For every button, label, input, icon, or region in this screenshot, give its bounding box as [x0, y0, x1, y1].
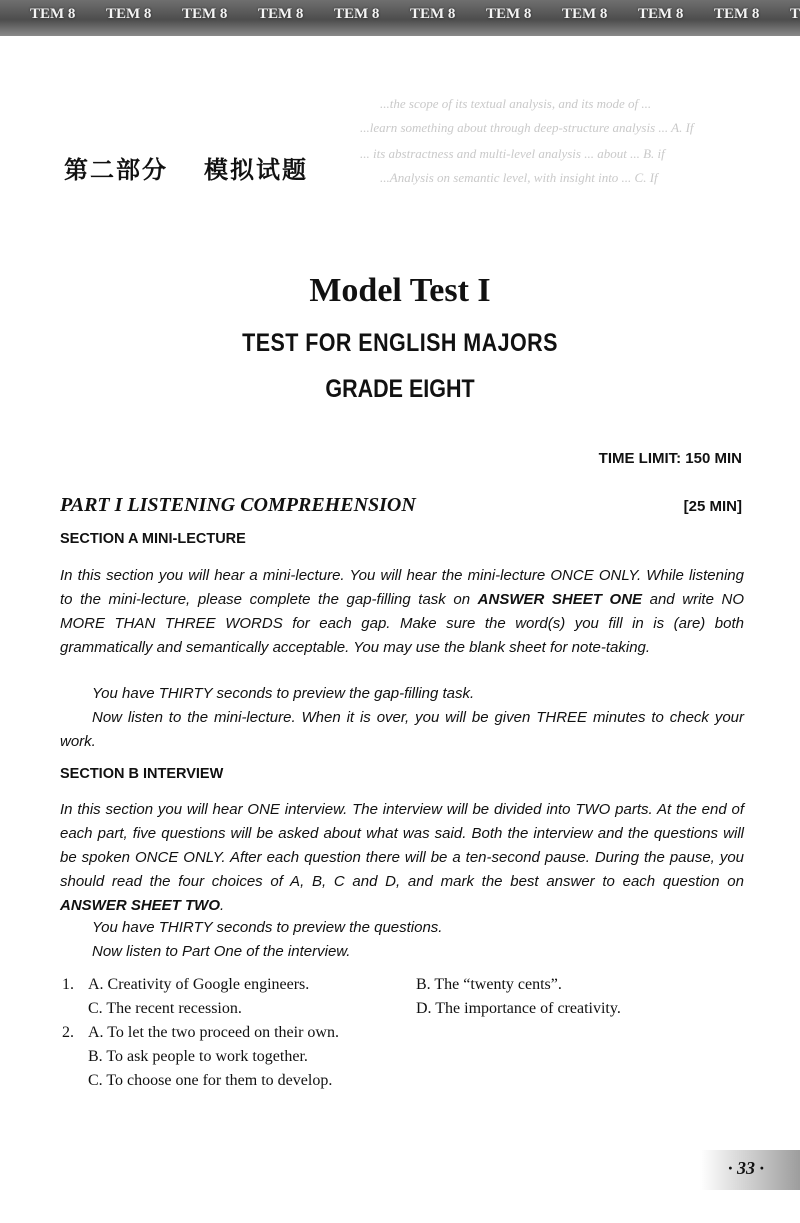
option-a: A. To let the two proceed on their own. — [88, 1024, 339, 1041]
option-c: C. To choose one for them to develop. — [88, 1072, 333, 1089]
page-number-tab — [700, 1150, 800, 1190]
bleed-through-text: ...Analysis on semantic level, with insight into ... C. If — [380, 170, 658, 185]
question-row — [62, 1045, 682, 1069]
question-number: 2. — [62, 1024, 74, 1041]
instr-text: . — [220, 897, 225, 914]
banner-tag: TEM 8 — [410, 6, 456, 22]
section-b-preview: You have THIRTY seconds to preview the questions. — [92, 919, 443, 936]
banner-tag: TEM 8 — [106, 6, 152, 22]
chinese-title-label: 模拟试题 — [204, 156, 308, 184]
instr-text: In this section you will hear a mini-lecture. You will hear the mini-lecture ONCE ONLY. While listening to the mini-lecture, please complete the gap-filling task on — [60, 567, 744, 608]
chinese-heading — [64, 150, 344, 185]
chinese-part-label: 第二部分 — [64, 156, 168, 184]
question-2 — [62, 1021, 682, 1093]
bleed-through-text: ... its abstractness and multi-level analysis ... about ... B. if — [360, 146, 665, 161]
bleed-through-text: ...the scope of its textual analysis, and its mode of ... — [380, 96, 652, 111]
instr-text: and write NO MORE THAN THREE WORDS for each gap. Make sure the word(s) you fill in is (are) both grammatically and semantically acceptable. You may use the blank sheet for note-taking. — [60, 591, 744, 656]
section-b-heading: SECTION B INTERVIEW — [60, 766, 224, 782]
option-b: B. To ask people to work together. — [88, 1048, 308, 1065]
option-b: B. The “twenty cents”. — [416, 976, 562, 993]
question-row — [62, 1069, 682, 1093]
instr-bold: ANSWER SHEET TWO — [60, 897, 220, 914]
question-number: 1. — [62, 976, 74, 993]
banner-tag: T — [790, 6, 800, 22]
option-c: C. The recent recession. — [88, 1000, 242, 1017]
option-a: A. Creativity of Google engineers. — [88, 976, 310, 993]
model-test-title: Model Test I — [309, 272, 491, 309]
banner-tag: TEM 8 — [714, 6, 760, 22]
section-b-listen: Now listen to Part One of the interview. — [92, 943, 351, 960]
part-minutes: [25 MIN] — [683, 498, 742, 515]
banner-tag: TEM 8 — [334, 6, 380, 22]
test-name-title: TEST FOR ENGLISH MAJORS — [242, 329, 558, 357]
section-a-heading: SECTION A MINI-LECTURE — [60, 531, 246, 547]
instr-bold: ANSWER SHEET ONE — [477, 591, 643, 608]
grade-title: GRADE EIGHT — [325, 375, 475, 403]
question-row — [62, 997, 682, 1021]
banner-tag: TEM 8 — [30, 6, 76, 22]
banner-tag: TEM 8 — [562, 6, 608, 22]
page-number: · 33 · — [728, 1158, 764, 1178]
section-a-listen: Now listen to the mini-lecture. When it is over, you will be given THREE minutes to check your work. — [60, 709, 744, 750]
question-1 — [62, 973, 682, 1021]
section-a-instructions — [60, 564, 744, 660]
bleed-through-text: ...learn something about through deep-structure analysis ... A. If — [360, 120, 694, 135]
banner-tag: TEM 8 — [486, 6, 532, 22]
banner-tag: TEM 8 — [638, 6, 684, 22]
instr-text: In this section you will hear ONE interview. The interview will be divided into TWO parts. At the end of each part, five questions will be asked about what was said. Both the interview and the questions will be spoken ONCE ONLY. After each question there will be a ten-second pause. During the pause, you should read the four choices of A, B, C and D, and mark the best answer to each question on — [60, 801, 744, 890]
part-heading — [60, 494, 742, 517]
option-d: D. The importance of creativity. — [416, 1000, 621, 1017]
section-b-instructions — [60, 798, 744, 918]
banner-tag: TEM 8 — [258, 6, 304, 22]
banner-tag: TEM 8 — [182, 6, 228, 22]
question-row — [62, 1021, 682, 1045]
header-banner — [0, 0, 800, 36]
time-limit: TIME LIMIT: 150 MIN — [598, 450, 742, 467]
part-name: PART I LISTENING COMPREHENSION — [60, 494, 416, 516]
question-row — [62, 973, 682, 997]
section-a-preview: You have THIRTY seconds to preview the gap-filling task. — [92, 685, 475, 702]
